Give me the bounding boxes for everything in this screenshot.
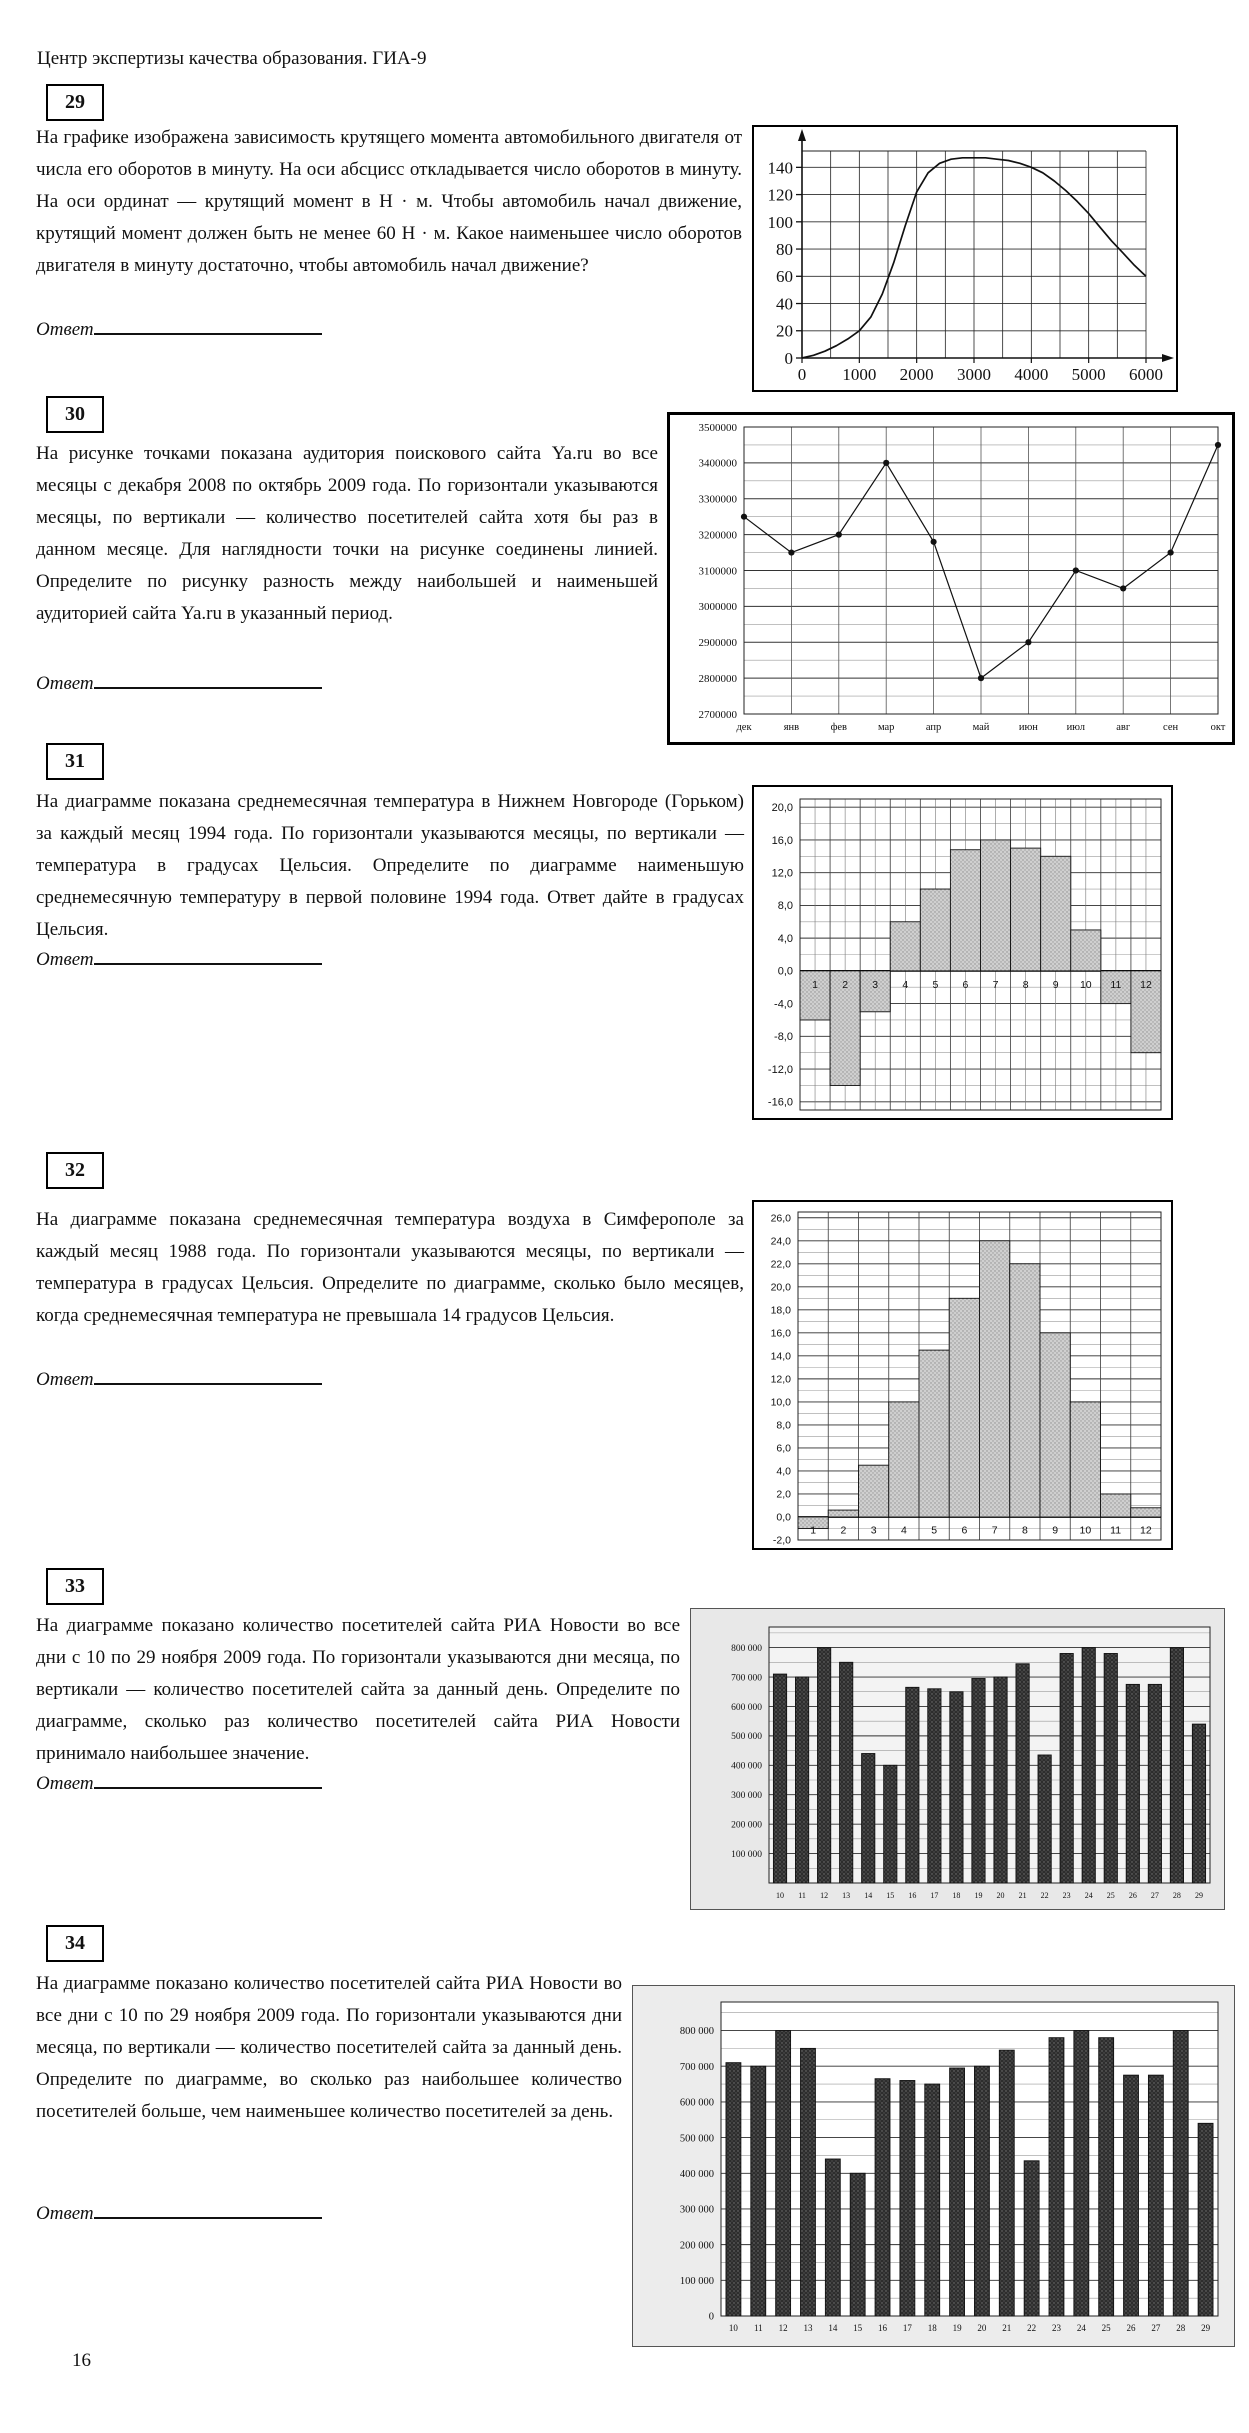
svg-text:8,0: 8,0 bbox=[776, 1419, 791, 1432]
answer-blank bbox=[94, 318, 322, 335]
answer-blank bbox=[94, 1368, 322, 1385]
svg-text:16: 16 bbox=[908, 1891, 917, 1900]
svg-text:300 000: 300 000 bbox=[679, 2204, 714, 2216]
svg-text:4: 4 bbox=[900, 1524, 907, 1537]
svg-text:фев: фев bbox=[830, 722, 848, 733]
svg-text:7: 7 bbox=[992, 978, 999, 991]
svg-text:0,0: 0,0 bbox=[776, 1511, 791, 1524]
answer-label: Ответ bbox=[36, 1369, 94, 1390]
svg-text:янв: янв bbox=[783, 722, 800, 733]
problem-31-answer-row bbox=[36, 948, 322, 971]
problem-32-number: 32 bbox=[65, 1159, 85, 1181]
chart-31-nn-temperature bbox=[752, 785, 1173, 1120]
chart-30-yaru-audience bbox=[667, 412, 1235, 745]
svg-text:19: 19 bbox=[974, 1891, 983, 1900]
chart-33-ria-visitors bbox=[690, 1608, 1225, 1910]
problem-34-answer-row bbox=[36, 2202, 322, 2225]
problem-31-number-box bbox=[46, 743, 104, 780]
svg-text:4,0: 4,0 bbox=[776, 1465, 791, 1478]
svg-text:400 000: 400 000 bbox=[731, 1761, 762, 1772]
problem-29-number: 29 bbox=[65, 91, 85, 113]
svg-text:май: май bbox=[972, 722, 990, 733]
svg-text:16,0: 16,0 bbox=[770, 1327, 791, 1340]
problem-31-number: 31 bbox=[65, 750, 85, 772]
svg-text:16: 16 bbox=[878, 2323, 888, 2333]
answer-label: Ответ bbox=[36, 949, 94, 970]
answer-label: Ответ bbox=[36, 673, 94, 694]
svg-text:12: 12 bbox=[1140, 978, 1152, 991]
svg-text:300 000: 300 000 bbox=[731, 1791, 762, 1802]
svg-text:8,0: 8,0 bbox=[777, 900, 793, 913]
chart-29-torque-vs-rpm bbox=[752, 125, 1178, 392]
svg-text:140: 140 bbox=[767, 158, 793, 178]
svg-text:800 000: 800 000 bbox=[679, 2026, 714, 2038]
problem-30-answer-row bbox=[36, 672, 322, 695]
svg-text:-4,0: -4,0 bbox=[774, 998, 793, 1011]
svg-text:0,0: 0,0 bbox=[777, 965, 793, 978]
svg-text:10: 10 bbox=[1079, 1524, 1092, 1537]
svg-text:11: 11 bbox=[798, 1891, 806, 1900]
svg-text:700 000: 700 000 bbox=[731, 1673, 762, 1684]
answer-blank bbox=[94, 948, 322, 965]
svg-text:15: 15 bbox=[886, 1891, 895, 1900]
svg-text:3: 3 bbox=[872, 978, 879, 991]
svg-text:22: 22 bbox=[1040, 1891, 1049, 1900]
svg-text:100 000: 100 000 bbox=[731, 1849, 762, 1860]
svg-text:600 000: 600 000 bbox=[679, 2097, 714, 2109]
svg-text:26: 26 bbox=[1128, 1891, 1137, 1900]
svg-text:3500000: 3500000 bbox=[698, 421, 737, 434]
svg-text:27: 27 bbox=[1150, 1891, 1159, 1900]
svg-text:1: 1 bbox=[812, 978, 818, 991]
svg-text:29: 29 bbox=[1201, 2323, 1211, 2333]
svg-text:5: 5 bbox=[931, 1524, 938, 1537]
answer-blank bbox=[94, 1772, 322, 1789]
svg-text:17: 17 bbox=[902, 2323, 912, 2333]
svg-text:7: 7 bbox=[991, 1524, 998, 1537]
svg-text:25: 25 bbox=[1106, 1891, 1115, 1900]
svg-text:20,0: 20,0 bbox=[771, 802, 793, 815]
svg-text:800 000: 800 000 bbox=[731, 1643, 762, 1654]
svg-text:18: 18 bbox=[952, 1891, 961, 1900]
svg-text:6000: 6000 bbox=[1129, 365, 1163, 384]
svg-text:20,0: 20,0 bbox=[770, 1281, 791, 1294]
svg-text:6,0: 6,0 bbox=[776, 1442, 791, 1455]
svg-text:4: 4 bbox=[902, 978, 909, 991]
svg-text:60: 60 bbox=[776, 267, 793, 287]
svg-text:17: 17 bbox=[930, 1891, 939, 1900]
svg-text:400 000: 400 000 bbox=[679, 2168, 714, 2180]
svg-text:11: 11 bbox=[1110, 978, 1122, 991]
svg-text:20: 20 bbox=[776, 321, 793, 341]
answer-label: Ответ bbox=[36, 319, 94, 340]
svg-text:дек: дек bbox=[736, 722, 752, 733]
svg-text:10: 10 bbox=[1079, 978, 1092, 991]
svg-text:26,0: 26,0 bbox=[770, 1212, 791, 1225]
problem-34-number-box bbox=[46, 1925, 104, 1962]
svg-text:21: 21 bbox=[1002, 2323, 1012, 2333]
svg-text:20: 20 bbox=[996, 1891, 1005, 1900]
svg-text:окт: окт bbox=[1210, 722, 1226, 733]
svg-text:мар: мар bbox=[877, 722, 895, 733]
svg-text:13: 13 bbox=[842, 1891, 851, 1900]
svg-text:200 000: 200 000 bbox=[679, 2240, 714, 2252]
chart-34-ria-visitors bbox=[632, 1985, 1235, 2347]
svg-text:12,0: 12,0 bbox=[770, 1373, 791, 1386]
svg-text:2700000: 2700000 bbox=[698, 708, 737, 721]
chart-32-simferopol-temperature bbox=[752, 1200, 1173, 1550]
svg-text:2,0: 2,0 bbox=[776, 1488, 791, 1501]
svg-text:4000: 4000 bbox=[1014, 365, 1049, 384]
problem-32-text: На диаграмме показана среднемесячная температура воздуха в Симферополе за каждый месяц 1988 года. По горизонтали указываются месяцы, по вертикали — температура в градусах Цельсия. Определите по диаграмме, сколько было месяцев, когда среднемесячная температура не превышала 14 градусов Цельсия. bbox=[36, 1209, 744, 1326]
svg-text:120: 120 bbox=[767, 185, 793, 205]
problem-30-number-box bbox=[46, 396, 104, 433]
svg-text:-8,0: -8,0 bbox=[774, 1031, 793, 1044]
svg-text:100 000: 100 000 bbox=[679, 2275, 714, 2287]
svg-text:23: 23 bbox=[1062, 1891, 1071, 1900]
svg-text:22: 22 bbox=[1027, 2323, 1037, 2333]
svg-text:20: 20 bbox=[977, 2323, 987, 2333]
svg-text:14: 14 bbox=[828, 2323, 838, 2333]
svg-text:500 000: 500 000 bbox=[679, 2133, 714, 2145]
svg-text:28: 28 bbox=[1172, 1891, 1181, 1900]
svg-text:1: 1 bbox=[810, 1524, 817, 1537]
svg-text:2: 2 bbox=[842, 978, 849, 991]
svg-text:40: 40 bbox=[776, 294, 793, 314]
svg-text:12,0: 12,0 bbox=[771, 867, 793, 880]
svg-text:-2,0: -2,0 bbox=[772, 1534, 791, 1547]
svg-text:июл: июл bbox=[1066, 722, 1086, 733]
svg-text:100: 100 bbox=[767, 212, 793, 232]
svg-text:12: 12 bbox=[820, 1891, 829, 1900]
svg-text:апр: апр bbox=[925, 722, 942, 733]
svg-text:10,0: 10,0 bbox=[770, 1396, 791, 1409]
problem-33-answer-row bbox=[36, 1772, 322, 1795]
svg-text:8: 8 bbox=[1021, 1524, 1028, 1537]
svg-text:3000: 3000 bbox=[957, 365, 991, 384]
svg-text:5000: 5000 bbox=[1071, 365, 1106, 384]
svg-text:-16,0: -16,0 bbox=[767, 1096, 793, 1109]
svg-text:11: 11 bbox=[753, 2323, 763, 2333]
svg-text:24: 24 bbox=[1076, 2323, 1086, 2333]
svg-text:0: 0 bbox=[708, 2311, 714, 2323]
svg-text:2800000: 2800000 bbox=[698, 672, 737, 685]
problem-33-number: 33 bbox=[65, 1575, 85, 1597]
svg-text:14: 14 bbox=[864, 1891, 873, 1900]
svg-text:24: 24 bbox=[1084, 1891, 1093, 1900]
problem-33-text: На диаграмме показано количество посетителей сайта РИА Новости во все дни с 10 по 29 ноября 2009 года. По горизонтали указываются дни месяца, по вертикали — количество посетителей сайта за данный день. Определите по диаграмме, сколько раз количество посетителей сайта РИА Новости принимало наибольшее значение. bbox=[36, 1615, 680, 1764]
svg-text:21: 21 bbox=[1018, 1891, 1027, 1900]
svg-text:3300000: 3300000 bbox=[698, 493, 737, 506]
svg-text:14,0: 14,0 bbox=[770, 1350, 791, 1363]
svg-text:3: 3 bbox=[870, 1524, 877, 1537]
svg-text:19: 19 bbox=[952, 2323, 962, 2333]
svg-text:9: 9 bbox=[1052, 978, 1059, 991]
svg-text:9: 9 bbox=[1052, 1524, 1059, 1537]
svg-text:3400000: 3400000 bbox=[698, 457, 737, 470]
svg-text:6: 6 bbox=[962, 978, 969, 991]
page-header: Центр экспертизы качества образования. ГИА-9 bbox=[37, 48, 427, 69]
svg-text:3100000: 3100000 bbox=[698, 565, 737, 578]
svg-text:3000000: 3000000 bbox=[698, 601, 737, 614]
svg-text:700 000: 700 000 bbox=[679, 2061, 714, 2073]
svg-text:12: 12 bbox=[778, 2323, 788, 2333]
problem-33-number-box bbox=[46, 1568, 104, 1605]
svg-text:16,0: 16,0 bbox=[771, 834, 793, 847]
svg-text:10: 10 bbox=[776, 1891, 785, 1900]
problem-34-text: На диаграмме показано количество посетителей сайта РИА Новости во все дни с 10 по 29 ноября 2009 года. По горизонтали указываются дни месяца, по вертикали — количество посетителей сайта за данный день. Определите по диаграмме, во сколько раз наибольшее количество посетителей больше, чем наименьшее количество посетителей за день. bbox=[36, 1973, 622, 2122]
svg-text:26: 26 bbox=[1126, 2323, 1136, 2333]
svg-text:600 000: 600 000 bbox=[731, 1702, 762, 1713]
svg-text:18,0: 18,0 bbox=[770, 1304, 791, 1317]
problem-31-text: На диаграмме показана среднемесячная температура в Нижнем Новгороде (Горьком) за каждый месяц 1994 года. По горизонтали указываются месяцы, по вертикали — температура в градусах Цельсия. Определите по диаграмме наименьшую среднемесячную температуру в первой половине 1994 года. Ответ дайте в градусах Цельсия. bbox=[36, 791, 744, 940]
svg-text:25: 25 bbox=[1101, 2323, 1111, 2333]
svg-text:1000: 1000 bbox=[842, 365, 877, 384]
problem-30-text: На рисунке точками показана аудитория поискового сайта Ya.ru во все месяцы с декабря 2008 по октябрь 2009 года. По горизонтали указываются месяцы, по вертикали — количество посетителей сайта хотя бы раз в данном месяце. Для наглядности точки на рисунке соединены линией. Определите по рисунку разность между наибольшей и наименьшей аудиторией сайта Ya.ru в указанный период. bbox=[36, 443, 658, 624]
problem-30-number: 30 bbox=[65, 403, 85, 425]
answer-label: Ответ bbox=[36, 2203, 94, 2224]
svg-text:22,0: 22,0 bbox=[770, 1258, 791, 1271]
svg-text:-12,0: -12,0 bbox=[767, 1063, 793, 1076]
svg-text:2: 2 bbox=[840, 1524, 847, 1537]
svg-text:28: 28 bbox=[1176, 2323, 1186, 2333]
svg-text:5: 5 bbox=[932, 978, 939, 991]
problem-32-number-box bbox=[46, 1152, 104, 1189]
problem-34-number: 34 bbox=[65, 1932, 85, 1954]
svg-text:6: 6 bbox=[961, 1524, 968, 1537]
problem-29-answer-row bbox=[36, 318, 322, 341]
svg-text:2000: 2000 bbox=[899, 365, 934, 384]
svg-text:24,0: 24,0 bbox=[770, 1235, 791, 1248]
svg-text:500 000: 500 000 bbox=[731, 1732, 762, 1743]
svg-text:200 000: 200 000 bbox=[731, 1820, 762, 1831]
page-number: 16 bbox=[72, 2350, 91, 2371]
problem-32-answer-row bbox=[36, 1368, 322, 1391]
svg-text:13: 13 bbox=[803, 2323, 813, 2333]
svg-text:4,0: 4,0 bbox=[777, 932, 793, 945]
svg-text:11: 11 bbox=[1110, 1524, 1122, 1537]
svg-text:июн: июн bbox=[1018, 722, 1038, 733]
svg-text:сен: сен bbox=[1163, 722, 1179, 733]
svg-text:8: 8 bbox=[1022, 978, 1029, 991]
svg-text:29: 29 bbox=[1194, 1891, 1203, 1900]
svg-text:15: 15 bbox=[853, 2323, 863, 2333]
answer-blank bbox=[94, 672, 322, 689]
svg-text:10: 10 bbox=[728, 2323, 738, 2333]
svg-text:авг: авг bbox=[1116, 722, 1131, 733]
svg-text:18: 18 bbox=[927, 2323, 937, 2333]
problem-29-text: На графике изображена зависимость крутящего момента автомобильного двигателя от числа его оборотов в минуту. На оси абсцисс откладывается число оборотов в минуту. На оси ординат — крутящий момент в Н · м. Чтобы автомобиль начал движение, крутящий момент должен быть не менее 60 Н · м. Какое наименьшее число оборотов двигателя в минуту достаточно, чтобы автомобиль начал движение? bbox=[36, 127, 742, 276]
answer-label: Ответ bbox=[36, 1773, 94, 1794]
svg-text:23: 23 bbox=[1051, 2323, 1061, 2333]
svg-text:3200000: 3200000 bbox=[698, 529, 737, 542]
svg-text:0: 0 bbox=[784, 348, 793, 368]
problem-29-number-box bbox=[46, 84, 104, 121]
svg-text:0: 0 bbox=[797, 365, 807, 384]
svg-text:2900000: 2900000 bbox=[698, 637, 737, 650]
svg-text:80: 80 bbox=[776, 240, 793, 260]
svg-text:27: 27 bbox=[1151, 2323, 1161, 2333]
svg-text:12: 12 bbox=[1140, 1524, 1152, 1537]
answer-blank bbox=[94, 2202, 322, 2219]
